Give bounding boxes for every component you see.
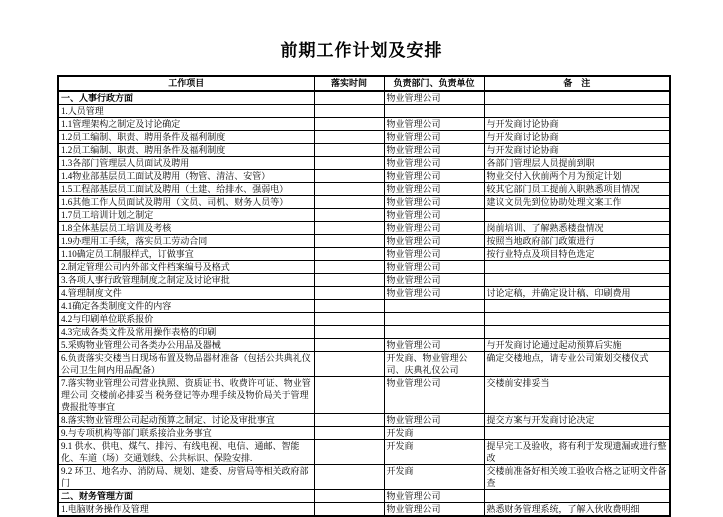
table-row [58, 261, 670, 274]
table-row [58, 440, 670, 465]
time-cell [314, 91, 384, 105]
remark-cell: 与开发商讨论通过起动预算后实施 [484, 339, 670, 352]
time-cell [314, 377, 384, 414]
remark-cell: 熟悉财务管理系统，了解入伙收费明细 [484, 503, 670, 517]
remark-cell: 按行业特点及项目特色选定 [484, 248, 670, 261]
remark-cell: 岗前培训、了解熟悉楼盘情况 [484, 222, 670, 235]
remark-cell [484, 209, 670, 222]
remark-cell: 提早完工及验收，将有利于发现遗漏或进行整改 [484, 440, 670, 465]
work-item-cell: 4.2与印刷单位联系报价 [58, 313, 314, 326]
remark-cell: 与开发商讨论协商 [484, 144, 670, 157]
work-item-cell: 1.10确定员工制服样式，订做事宜 [58, 248, 314, 261]
time-cell [314, 287, 384, 300]
remark-cell [484, 300, 670, 313]
remark-cell [484, 91, 670, 105]
column-header-department: 负责部门、负责单位 [384, 76, 484, 91]
time-cell [314, 248, 384, 261]
table-row [58, 235, 670, 248]
department-cell: 物业管理公司 [384, 144, 484, 157]
table-row [58, 503, 670, 517]
time-cell [314, 326, 384, 339]
time-cell [314, 503, 384, 517]
work-item-cell: 9.1 供水、供电、煤气、排污、有线电视、电信、通邮、智能化、车道（场）交通划线、公共标识、保险安排. [58, 440, 314, 465]
time-cell [314, 300, 384, 313]
department-cell: 物业管理公司 [384, 118, 484, 131]
work-item-cell: 5.采购物业管理公司各类办公用品及器械 [58, 339, 314, 352]
department-cell: 物业管理公司 [384, 503, 484, 517]
table-row [58, 465, 670, 490]
page-title: 前期工作计划及安排 [280, 41, 443, 60]
remark-cell [484, 261, 670, 274]
department-cell [384, 105, 484, 118]
department-cell: 开发商 [384, 465, 484, 490]
remark-cell: 较其它部门员工提前入职熟悉项目情况 [484, 183, 670, 196]
table-row [58, 313, 670, 326]
department-cell: 物业管理公司 [384, 157, 484, 170]
remark-cell: 提交方案与开发商讨论决定 [484, 414, 670, 427]
table-row [58, 118, 670, 131]
work-item-cell: 1.2员工编制、职责、聘用条件及福利制度 [58, 131, 314, 144]
table-row [58, 427, 670, 440]
work-item-cell: 1.6其他工作人员面试及聘用（文员、司机、财务人员等） [58, 196, 314, 209]
table-body [58, 91, 670, 516]
work-item-cell: 4.1确定各类制度文件的内容 [58, 300, 314, 313]
table-row [58, 248, 670, 261]
time-cell [314, 465, 384, 490]
time-cell [314, 313, 384, 326]
table-row [58, 339, 670, 352]
remark-cell [484, 274, 670, 287]
table-row [58, 209, 670, 222]
time-cell [314, 352, 384, 377]
remark-cell: 确定交楼地点，请专业公司策划交楼仪式 [484, 352, 670, 377]
table-row [58, 144, 670, 157]
remark-cell: 交楼前准备好相关竣工验收合格之证明文件备查 [484, 465, 670, 490]
remark-cell [484, 490, 670, 503]
table-row [58, 274, 670, 287]
department-cell: 开发商 [384, 427, 484, 440]
table-row [58, 105, 670, 118]
section-row [58, 91, 670, 105]
work-item-cell: 1.人员管理 [58, 105, 314, 118]
remark-cell: 物业交付入伙前两个月为预定计划 [484, 170, 670, 183]
time-cell [314, 157, 384, 170]
column-header-remark: 备 注 [484, 76, 670, 91]
time-cell [314, 427, 384, 440]
time-cell [314, 222, 384, 235]
department-cell: 物业管理公司 [384, 414, 484, 427]
work-item-cell: 1.9办理用工手续，落实员工劳动合同 [58, 235, 314, 248]
department-cell [384, 313, 484, 326]
work-item-cell: 1.电脑财务操作及管理 [58, 503, 314, 517]
work-item-cell: 9.2 环卫、地名办、消防局、规划、建委、房管局等相关政府部门 [58, 465, 314, 490]
department-cell: 物业管理公司 [384, 131, 484, 144]
remark-cell: 讨论定稿，并确定设计稿、印刷费用 [484, 287, 670, 300]
department-cell: 物业管理公司 [384, 274, 484, 287]
work-item-cell: 1.5工程部基层员工面试及聘用（土建、给排水、强弱电） [58, 183, 314, 196]
time-cell [314, 105, 384, 118]
work-item-cell: 1.4物业部基层员工面试及聘用（物管、清洁、安管） [58, 170, 314, 183]
table-row [58, 131, 670, 144]
time-cell [314, 209, 384, 222]
work-item-cell: 2.制定管理公司内外部文件档案编号及格式 [58, 261, 314, 274]
time-cell [314, 183, 384, 196]
work-item-cell: 1.2员工编制、职责、聘用条件及福利制度 [58, 144, 314, 157]
time-cell [314, 170, 384, 183]
department-cell: 物业管理公司 [384, 377, 484, 414]
work-item-cell: 9.与专项机构等部门联系接洽业务事宜 [58, 427, 314, 440]
time-cell [314, 144, 384, 157]
department-cell: 开发商、物业管理公司、庆典礼仪公司 [384, 352, 484, 377]
remark-cell: 与开发商讨论协商 [484, 131, 670, 144]
department-cell: 物业管理公司 [384, 339, 484, 352]
department-cell: 物业管理公司 [384, 235, 484, 248]
work-item-cell: 3.各项人事行政管理制度之制定及讨论审批 [58, 274, 314, 287]
work-item-cell: 7.落实物业管理公司营业执照、资质证书、收费许可证、物业管理公司 交楼前必排妥当 税务登记等办理手续及物价局关于管理费报批等事宜 [58, 377, 314, 414]
work-item-cell: 1.8全体基层员工培训及考核 [58, 222, 314, 235]
work-plan-table [57, 75, 671, 517]
department-cell: 物业管理公司 [384, 287, 484, 300]
table-row [58, 287, 670, 300]
time-cell [314, 339, 384, 352]
table-row [58, 183, 670, 196]
work-item-cell: 6.负责落实交楼当日现场布置及物品器材准备（包括公共典礼仪公司卫生间内用品配备） [58, 352, 314, 377]
remark-cell: 与开发商讨论协商 [484, 118, 670, 131]
table-row [58, 222, 670, 235]
remark-cell: 建议文员先到位协助处理文案工作 [484, 196, 670, 209]
remark-cell: 按照当地政府部门政策进行 [484, 235, 670, 248]
time-cell [314, 118, 384, 131]
work-item-cell: 4.3完成各类文件及常用操作表格的印刷 [58, 326, 314, 339]
department-cell: 物业管理公司 [384, 261, 484, 274]
work-item-cell: 1.1管理架构之制定及讨论确定 [58, 118, 314, 131]
column-header-time: 落实时间 [314, 76, 384, 91]
department-cell [384, 300, 484, 313]
section-row [58, 490, 670, 503]
time-cell [314, 235, 384, 248]
department-cell: 开发商 [384, 440, 484, 465]
work-item-cell: 8.落实物业管理公司起动预算之制定、讨论及审批事宜 [58, 414, 314, 427]
department-cell: 物业管理公司 [384, 183, 484, 196]
remark-cell [484, 427, 670, 440]
table-row [58, 157, 670, 170]
time-cell [314, 131, 384, 144]
department-cell: 物业管理公司 [384, 196, 484, 209]
time-cell [314, 440, 384, 465]
remark-cell [484, 313, 670, 326]
work-item-cell: 二、财务管理方面 [58, 490, 314, 503]
table-row [58, 326, 670, 339]
column-header-work-item: 工作项目 [58, 76, 314, 91]
remark-cell [484, 105, 670, 118]
department-cell: 物业管理公司 [384, 209, 484, 222]
department-cell: 物业管理公司 [384, 91, 484, 105]
work-item-cell: 1.7员工培训计划之制定 [58, 209, 314, 222]
time-cell [314, 274, 384, 287]
department-cell: 物业管理公司 [384, 222, 484, 235]
work-item-cell: 1.3各部门管理层人员面试及聘用 [58, 157, 314, 170]
department-cell [384, 326, 484, 339]
department-cell: 物业管理公司 [384, 248, 484, 261]
remark-cell [484, 326, 670, 339]
table-header-row [58, 76, 670, 91]
remark-cell: 各部门管理层人员提前到职 [484, 157, 670, 170]
time-cell [314, 196, 384, 209]
department-cell: 物业管理公司 [384, 170, 484, 183]
remark-cell: 交楼前安排妥当 [484, 377, 670, 414]
work-item-cell: 一、人事行政方面 [58, 91, 314, 105]
time-cell [314, 490, 384, 503]
department-cell: 物业管理公司 [384, 490, 484, 503]
time-cell [314, 414, 384, 427]
table-row [58, 196, 670, 209]
table-row [58, 300, 670, 313]
table-row [58, 414, 670, 427]
time-cell [314, 261, 384, 274]
table-row [58, 377, 670, 414]
table-row [58, 352, 670, 377]
table-row [58, 170, 670, 183]
work-item-cell: 4.管理制度文件 [58, 287, 314, 300]
